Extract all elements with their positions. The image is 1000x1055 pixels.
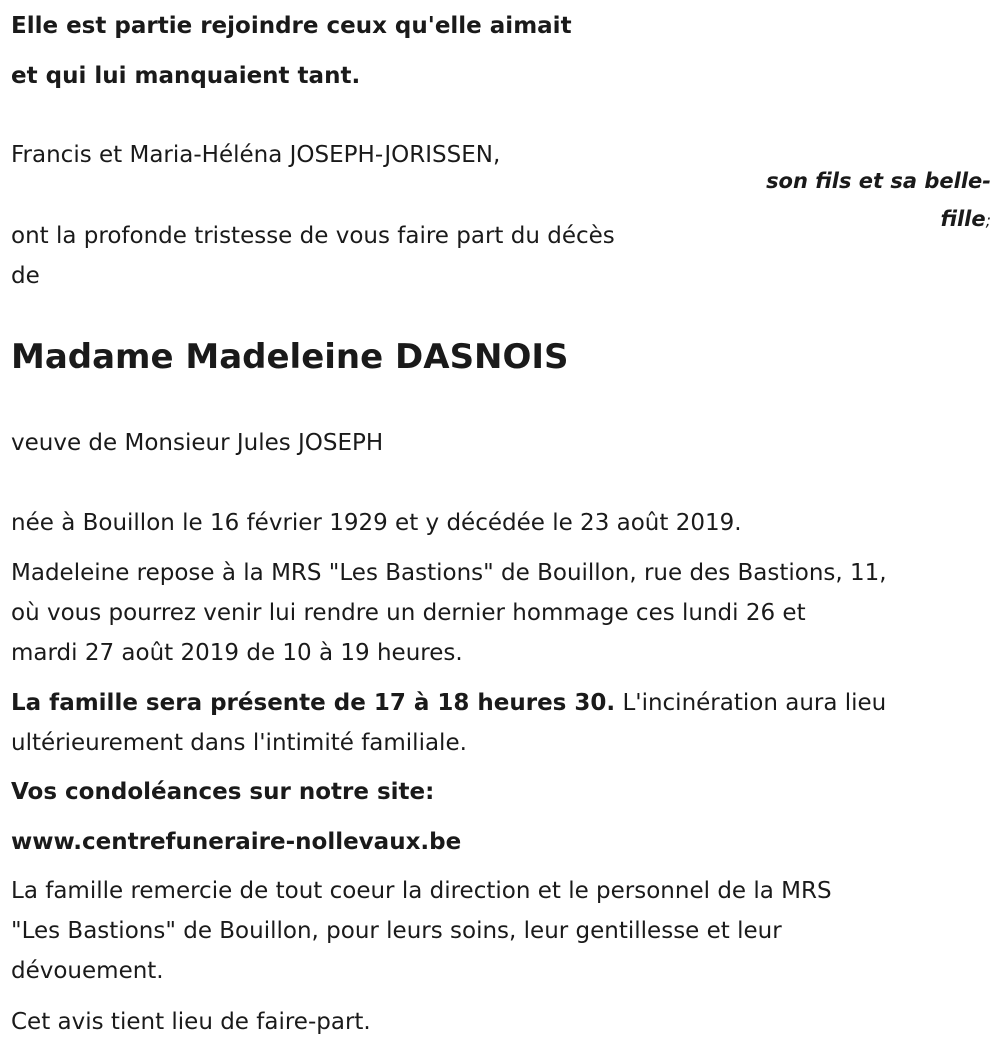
thanks-line-3: dévouement. xyxy=(11,958,164,984)
relation-line-2-text: fille xyxy=(940,207,986,231)
website-link[interactable]: www.centrefuneraire-nollevaux.be xyxy=(11,829,462,855)
announcement-line-1: ont la profonde tristesse de vous faire part du décès xyxy=(11,223,615,249)
deceased-name: Madame Madeleine DASNOIS xyxy=(11,337,569,377)
repose-line-1: Madeleine repose à la MRS "Les Bastions" de Bouillon, rue des Bastions, 11, xyxy=(11,560,887,586)
repose-line-2: où vous pourrez venir lui rendre un dernier hommage ces lundi 26 et xyxy=(11,600,806,626)
relation-line-2 xyxy=(731,200,991,240)
relation-punctuation: ; xyxy=(985,211,991,230)
family-presence-bold: La famille sera présente de 17 à 18 heures 30. xyxy=(11,690,616,716)
family-presence-line-2: ultérieurement dans l'intimité familiale. xyxy=(11,730,467,756)
announcement-line-2: de xyxy=(11,263,40,289)
condolences-label: Vos condoléances sur notre site: xyxy=(11,779,435,805)
thanks-line-1: La famille remercie de tout coeur la direction et le personnel de la MRS xyxy=(11,878,832,904)
repose-line-3: mardi 27 août 2019 de 10 à 19 heures. xyxy=(11,640,463,666)
closing-statement: Cet avis tient lieu de faire-part. xyxy=(11,1009,371,1035)
epigraph-line-2: et qui lui manquaient tant. xyxy=(11,63,361,89)
relation-line-1: son fils et sa belle- xyxy=(766,169,991,193)
family-names: Francis et Maria-Héléna JOSEPH-JORISSEN, xyxy=(11,142,501,168)
epigraph-line-1: Elle est partie rejoindre ceux qu'elle aimait xyxy=(11,13,572,39)
incineration-text: L'incinération aura lieu xyxy=(622,690,887,716)
family-presence-line-1 xyxy=(11,683,886,723)
family-relation xyxy=(731,162,991,240)
birth-death-dates: née à Bouillon le 16 février 1929 et y décédée le 23 août 2019. xyxy=(11,510,742,536)
thanks-line-2: "Les Bastions" de Bouillon, pour leurs soins, leur gentillesse et leur xyxy=(11,918,782,944)
widow-of: veuve de Monsieur Jules JOSEPH xyxy=(11,430,384,456)
